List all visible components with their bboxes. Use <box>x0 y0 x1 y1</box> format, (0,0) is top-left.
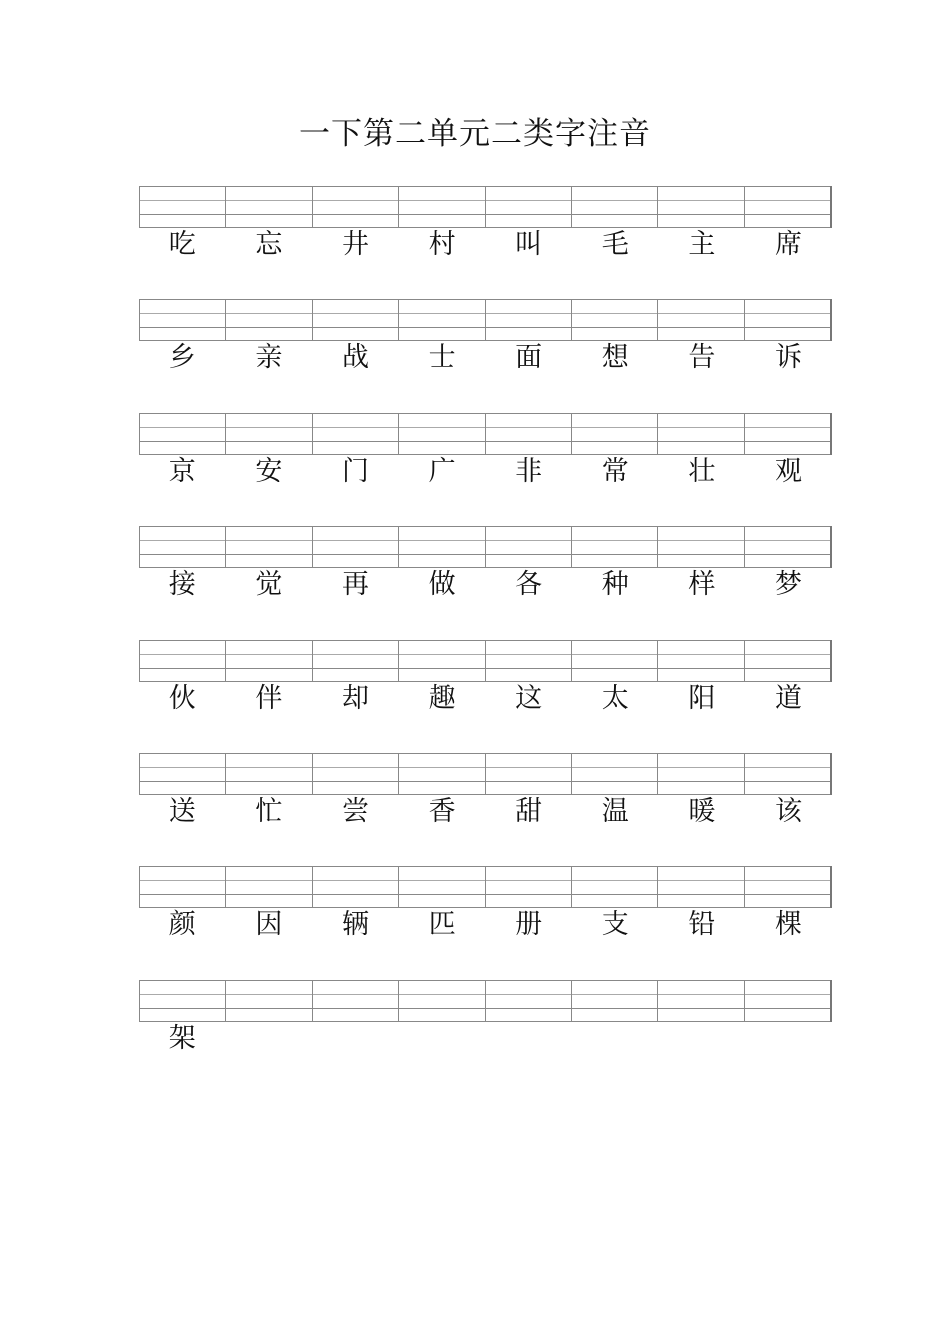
hanzi-char: 井 <box>341 229 369 260</box>
pinyin-cell[interactable] <box>139 980 225 1022</box>
hanzi-char: 非 <box>515 455 543 487</box>
hanzi-char: 伙 <box>168 682 196 714</box>
pinyin-cell[interactable] <box>225 753 311 795</box>
character-line <box>139 682 832 715</box>
hanzi-char: 乡 <box>168 342 196 374</box>
pinyin-cell[interactable] <box>571 753 657 795</box>
hanzi-char: 席 <box>774 229 802 260</box>
pinyin-cell[interactable] <box>139 299 225 341</box>
pinyin-cell[interactable] <box>744 186 830 228</box>
practice-row-4 <box>139 526 832 639</box>
hanzi-char: 册 <box>515 909 543 941</box>
hanzi-char: 这 <box>515 682 543 714</box>
pinyin-writing-lines <box>139 526 832 568</box>
pinyin-cell[interactable] <box>225 186 311 228</box>
character-line <box>139 455 832 488</box>
pinyin-cell[interactable] <box>139 526 225 568</box>
hanzi-char: 常 <box>601 455 629 487</box>
hanzi-char <box>745 1022 832 1055</box>
pinyin-cell[interactable] <box>398 299 484 341</box>
hanzi-char: 观 <box>774 455 802 487</box>
pinyin-cell[interactable] <box>571 186 657 228</box>
hanzi-char: 村 <box>428 229 456 260</box>
pinyin-cell[interactable] <box>398 186 484 228</box>
hanzi-char: 温 <box>601 795 629 827</box>
hanzi-char: 战 <box>341 342 369 374</box>
pinyin-cell[interactable] <box>485 526 571 568</box>
pinyin-cell[interactable] <box>398 413 484 455</box>
hanzi-char: 主 <box>688 229 716 260</box>
pinyin-cell[interactable] <box>312 753 398 795</box>
hanzi-char: 再 <box>341 569 369 601</box>
pinyin-cell[interactable] <box>485 753 571 795</box>
pinyin-cell[interactable] <box>657 526 743 568</box>
hanzi-char: 香 <box>428 795 456 827</box>
hanzi-char: 毛 <box>601 229 629 260</box>
pinyin-cell[interactable] <box>398 753 484 795</box>
hanzi-char: 壮 <box>688 455 716 487</box>
hanzi-char <box>485 1022 572 1055</box>
hanzi-char: 匹 <box>428 909 456 941</box>
pinyin-cell[interactable] <box>139 866 225 908</box>
pinyin-cell[interactable] <box>139 753 225 795</box>
pinyin-cell[interactable] <box>225 980 311 1022</box>
hanzi-char: 颜 <box>168 909 196 941</box>
hanzi-char: 铅 <box>688 909 716 941</box>
pinyin-cell[interactable] <box>312 413 398 455</box>
hanzi-char: 忘 <box>255 229 283 260</box>
pinyin-writing-lines <box>139 640 832 682</box>
pinyin-writing-lines <box>139 186 832 228</box>
character-line <box>139 908 832 941</box>
character-line <box>139 1022 832 1055</box>
pinyin-cell[interactable] <box>744 640 830 682</box>
pinyin-practice-grid <box>139 186 832 1093</box>
hanzi-char: 叫 <box>515 229 543 260</box>
hanzi-char: 架 <box>168 1022 196 1054</box>
pinyin-cell[interactable] <box>571 640 657 682</box>
character-line <box>139 341 832 374</box>
pinyin-cell[interactable] <box>657 299 743 341</box>
pinyin-cell[interactable] <box>225 640 311 682</box>
practice-row-7 <box>139 866 832 979</box>
hanzi-char <box>572 1022 659 1055</box>
hanzi-char: 送 <box>168 795 196 827</box>
pinyin-cell[interactable] <box>225 299 311 341</box>
hanzi-char: 趣 <box>428 682 456 714</box>
pinyin-cell[interactable] <box>312 526 398 568</box>
hanzi-char: 阳 <box>688 682 716 714</box>
pinyin-cell[interactable] <box>657 980 743 1022</box>
pinyin-cell[interactable] <box>398 980 484 1022</box>
hanzi-char: 告 <box>688 342 716 374</box>
hanzi-char: 伴 <box>255 682 283 714</box>
hanzi-char <box>399 1022 486 1055</box>
hanzi-char: 道 <box>774 682 802 714</box>
hanzi-char <box>226 1022 313 1055</box>
hanzi-char: 忙 <box>255 795 283 827</box>
hanzi-char: 诉 <box>774 342 802 374</box>
pinyin-writing-lines <box>139 299 832 341</box>
character-line <box>139 568 832 601</box>
practice-row-6 <box>139 753 832 866</box>
pinyin-cell[interactable] <box>485 299 571 341</box>
pinyin-cell[interactable] <box>744 526 830 568</box>
pinyin-cell[interactable] <box>225 866 311 908</box>
pinyin-cell[interactable] <box>744 866 830 908</box>
hanzi-char: 因 <box>255 909 283 941</box>
pinyin-cell[interactable] <box>485 413 571 455</box>
pinyin-writing-lines <box>139 413 832 455</box>
pinyin-cell[interactable] <box>312 186 398 228</box>
hanzi-char: 门 <box>341 455 369 487</box>
hanzi-char: 亲 <box>255 342 283 374</box>
pinyin-writing-lines <box>139 753 832 795</box>
pinyin-cell[interactable] <box>312 866 398 908</box>
pinyin-cell[interactable] <box>485 866 571 908</box>
practice-row-5 <box>139 640 832 753</box>
hanzi-char: 士 <box>428 342 456 374</box>
hanzi-char: 做 <box>428 569 456 601</box>
pinyin-cell[interactable] <box>657 413 743 455</box>
hanzi-char: 安 <box>255 455 283 487</box>
pinyin-cell[interactable] <box>744 299 830 341</box>
pinyin-cell[interactable] <box>398 640 484 682</box>
hanzi-char: 辆 <box>341 909 369 941</box>
pinyin-cell[interactable] <box>571 980 657 1022</box>
pinyin-cell[interactable] <box>657 753 743 795</box>
pinyin-writing-lines <box>139 980 832 1022</box>
pinyin-cell[interactable] <box>571 299 657 341</box>
pinyin-cell[interactable] <box>744 980 830 1022</box>
hanzi-char: 京 <box>168 455 196 487</box>
hanzi-char: 该 <box>774 795 802 827</box>
pinyin-cell[interactable] <box>571 526 657 568</box>
hanzi-char: 接 <box>168 569 196 601</box>
pinyin-cell[interactable] <box>485 640 571 682</box>
pinyin-cell[interactable] <box>225 526 311 568</box>
pinyin-cell[interactable] <box>312 299 398 341</box>
page-title: 一下第二单元二类字注音 <box>299 116 651 152</box>
practice-row-2 <box>139 299 832 412</box>
hanzi-char: 样 <box>688 569 716 601</box>
hanzi-char: 觉 <box>255 569 283 601</box>
character-line <box>139 228 832 261</box>
pinyin-cell[interactable] <box>485 186 571 228</box>
hanzi-char <box>659 1022 746 1055</box>
hanzi-char: 种 <box>601 569 629 601</box>
pinyin-cell[interactable] <box>398 866 484 908</box>
hanzi-char: 广 <box>428 455 456 487</box>
hanzi-char: 梦 <box>774 569 802 601</box>
hanzi-char: 暖 <box>688 795 716 827</box>
hanzi-char: 面 <box>515 342 543 374</box>
pinyin-cell[interactable] <box>657 866 743 908</box>
hanzi-char: 太 <box>601 682 629 714</box>
pinyin-writing-lines <box>139 866 832 908</box>
hanzi-char: 尝 <box>341 795 369 827</box>
pinyin-cell[interactable] <box>744 753 830 795</box>
hanzi-char: 棵 <box>774 909 802 941</box>
hanzi-char: 各 <box>515 569 543 601</box>
hanzi-char: 甜 <box>515 795 543 827</box>
hanzi-char <box>312 1022 399 1055</box>
character-line <box>139 795 832 828</box>
pinyin-cell[interactable] <box>657 640 743 682</box>
pinyin-cell[interactable] <box>312 640 398 682</box>
pinyin-cell[interactable] <box>225 413 311 455</box>
practice-row-8 <box>139 980 832 1093</box>
pinyin-cell[interactable] <box>139 186 225 228</box>
pinyin-cell[interactable] <box>312 980 398 1022</box>
pinyin-cell[interactable] <box>485 980 571 1022</box>
pinyin-cell[interactable] <box>571 413 657 455</box>
hanzi-char: 支 <box>601 909 629 941</box>
pinyin-cell[interactable] <box>139 640 225 682</box>
practice-row-1 <box>139 186 832 299</box>
hanzi-char: 吃 <box>168 229 196 260</box>
pinyin-cell[interactable] <box>657 186 743 228</box>
pinyin-cell[interactable] <box>571 866 657 908</box>
hanzi-char: 却 <box>341 682 369 714</box>
pinyin-cell[interactable] <box>398 526 484 568</box>
pinyin-cell[interactable] <box>139 413 225 455</box>
hanzi-char: 想 <box>601 342 629 374</box>
practice-row-3 <box>139 413 832 526</box>
pinyin-cell[interactable] <box>744 413 830 455</box>
